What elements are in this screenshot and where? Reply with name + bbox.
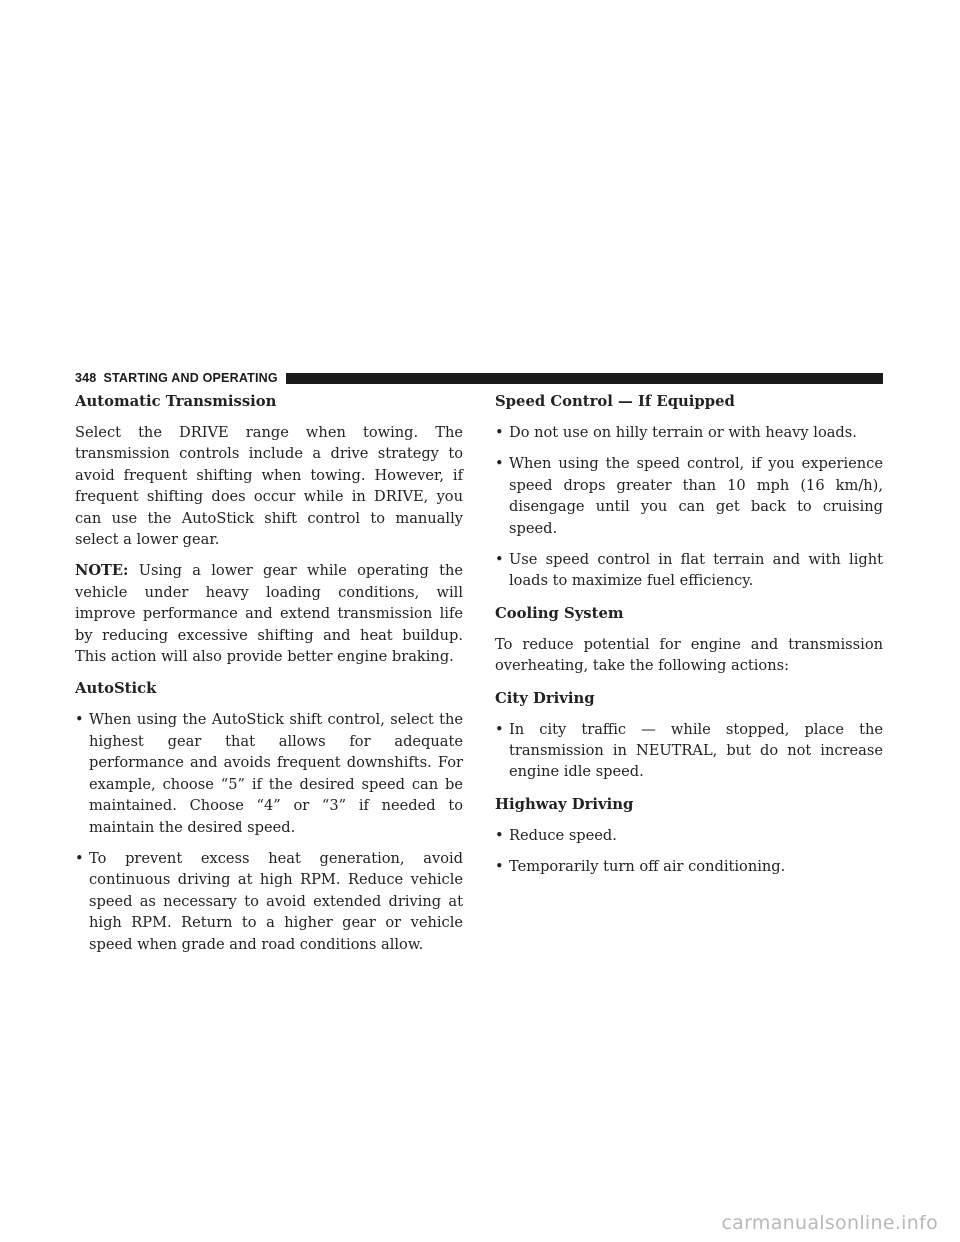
automatic-transmission-text: Select the DRIVE range when towing. The transmission controls include a drive strategy to avoid frequent shifting when towing. However, if frequent shifting does occur while in DRIVE, you can use the AutoStick shift control to manually select a lower gear. — [75, 424, 463, 549]
list-item-text: In city traffic — while stopped, place the transmission in NEUTRAL, but do not increase engine idle speed. — [509, 720, 883, 781]
bullet-icon: • — [495, 720, 504, 738]
city-driving-list — [495, 719, 883, 783]
list-item-text: Temporarily turn off air conditioning. — [509, 858, 786, 876]
section-title: STARTING AND OPERATING — [103, 371, 278, 385]
list-item — [495, 422, 883, 443]
bullet-icon: • — [75, 711, 84, 729]
list-item-text: Do not use on hilly terrain or with heavy loads. — [509, 424, 857, 441]
bullet-icon: • — [495, 826, 504, 844]
heading-speed-control: Speed Control — If Equipped — [495, 393, 735, 410]
note-text: Using a lower gear while operating the vehicle under heavy loading conditions, will improve performance and extend transmission life by reducing excessive shifting and heat buildup. This action will also provide better engine braking. — [75, 562, 464, 666]
note-paragraph — [75, 560, 463, 667]
highway-driving-list — [495, 825, 883, 878]
left-column — [75, 392, 463, 965]
watermark-text: carmanualsonline.info — [721, 1212, 938, 1234]
speed-control-list — [495, 422, 883, 592]
heading-autostick: AutoStick — [75, 680, 157, 698]
bullet-icon: • — [75, 849, 84, 867]
list-item — [495, 719, 883, 783]
heading-cooling-system: Cooling System — [495, 604, 624, 622]
list-item — [495, 549, 883, 592]
cooling-system-text: To reduce potential for engine and transmission overheating, take the following actions: — [495, 635, 883, 675]
list-item-text: Use speed control in flat terrain and with light loads to maximize fuel efficiency. — [509, 551, 883, 590]
heading-city-driving: City Driving — [495, 689, 595, 707]
list-item-text: To prevent excess heat generation, avoid continuous driving at high RPM. Reduce vehicle speed as necessary to avoid extended driving at high RPM. Return to a higher gear or vehicle speed when grade and road conditions allow. — [89, 849, 463, 953]
list-item — [75, 848, 463, 955]
header-rule — [286, 373, 883, 384]
list-item-text: When using the AutoStick shift control, select the highest gear that allows for adequate performance and avoids frequent downshifts. For example, choose “5” if the desired speed can be maintained. Choose “4” or “3” if needed to maintain the desired speed. — [89, 711, 463, 836]
page-header — [75, 370, 883, 386]
bullet-icon: • — [495, 424, 504, 441]
note-label: NOTE: — [75, 562, 129, 580]
list-item-text: Reduce speed. — [509, 826, 617, 844]
list-item — [495, 825, 883, 846]
bullet-icon: • — [495, 858, 504, 876]
page-number: 348 — [75, 371, 97, 385]
bullet-icon: • — [495, 551, 504, 569]
list-item — [495, 856, 883, 877]
list-item — [75, 709, 463, 837]
heading-automatic-transmission: Automatic Transmission — [75, 393, 277, 410]
bullet-icon: • — [495, 455, 504, 473]
autostick-list — [75, 709, 463, 954]
right-column — [495, 392, 883, 888]
heading-highway-driving: Highway Driving — [495, 795, 634, 813]
list-item-text: When using the speed control, if you experience speed drops greater than 10 mph (16 km/h), disengage until you can get back to cruising speed. — [509, 455, 883, 537]
list-item — [495, 453, 883, 539]
